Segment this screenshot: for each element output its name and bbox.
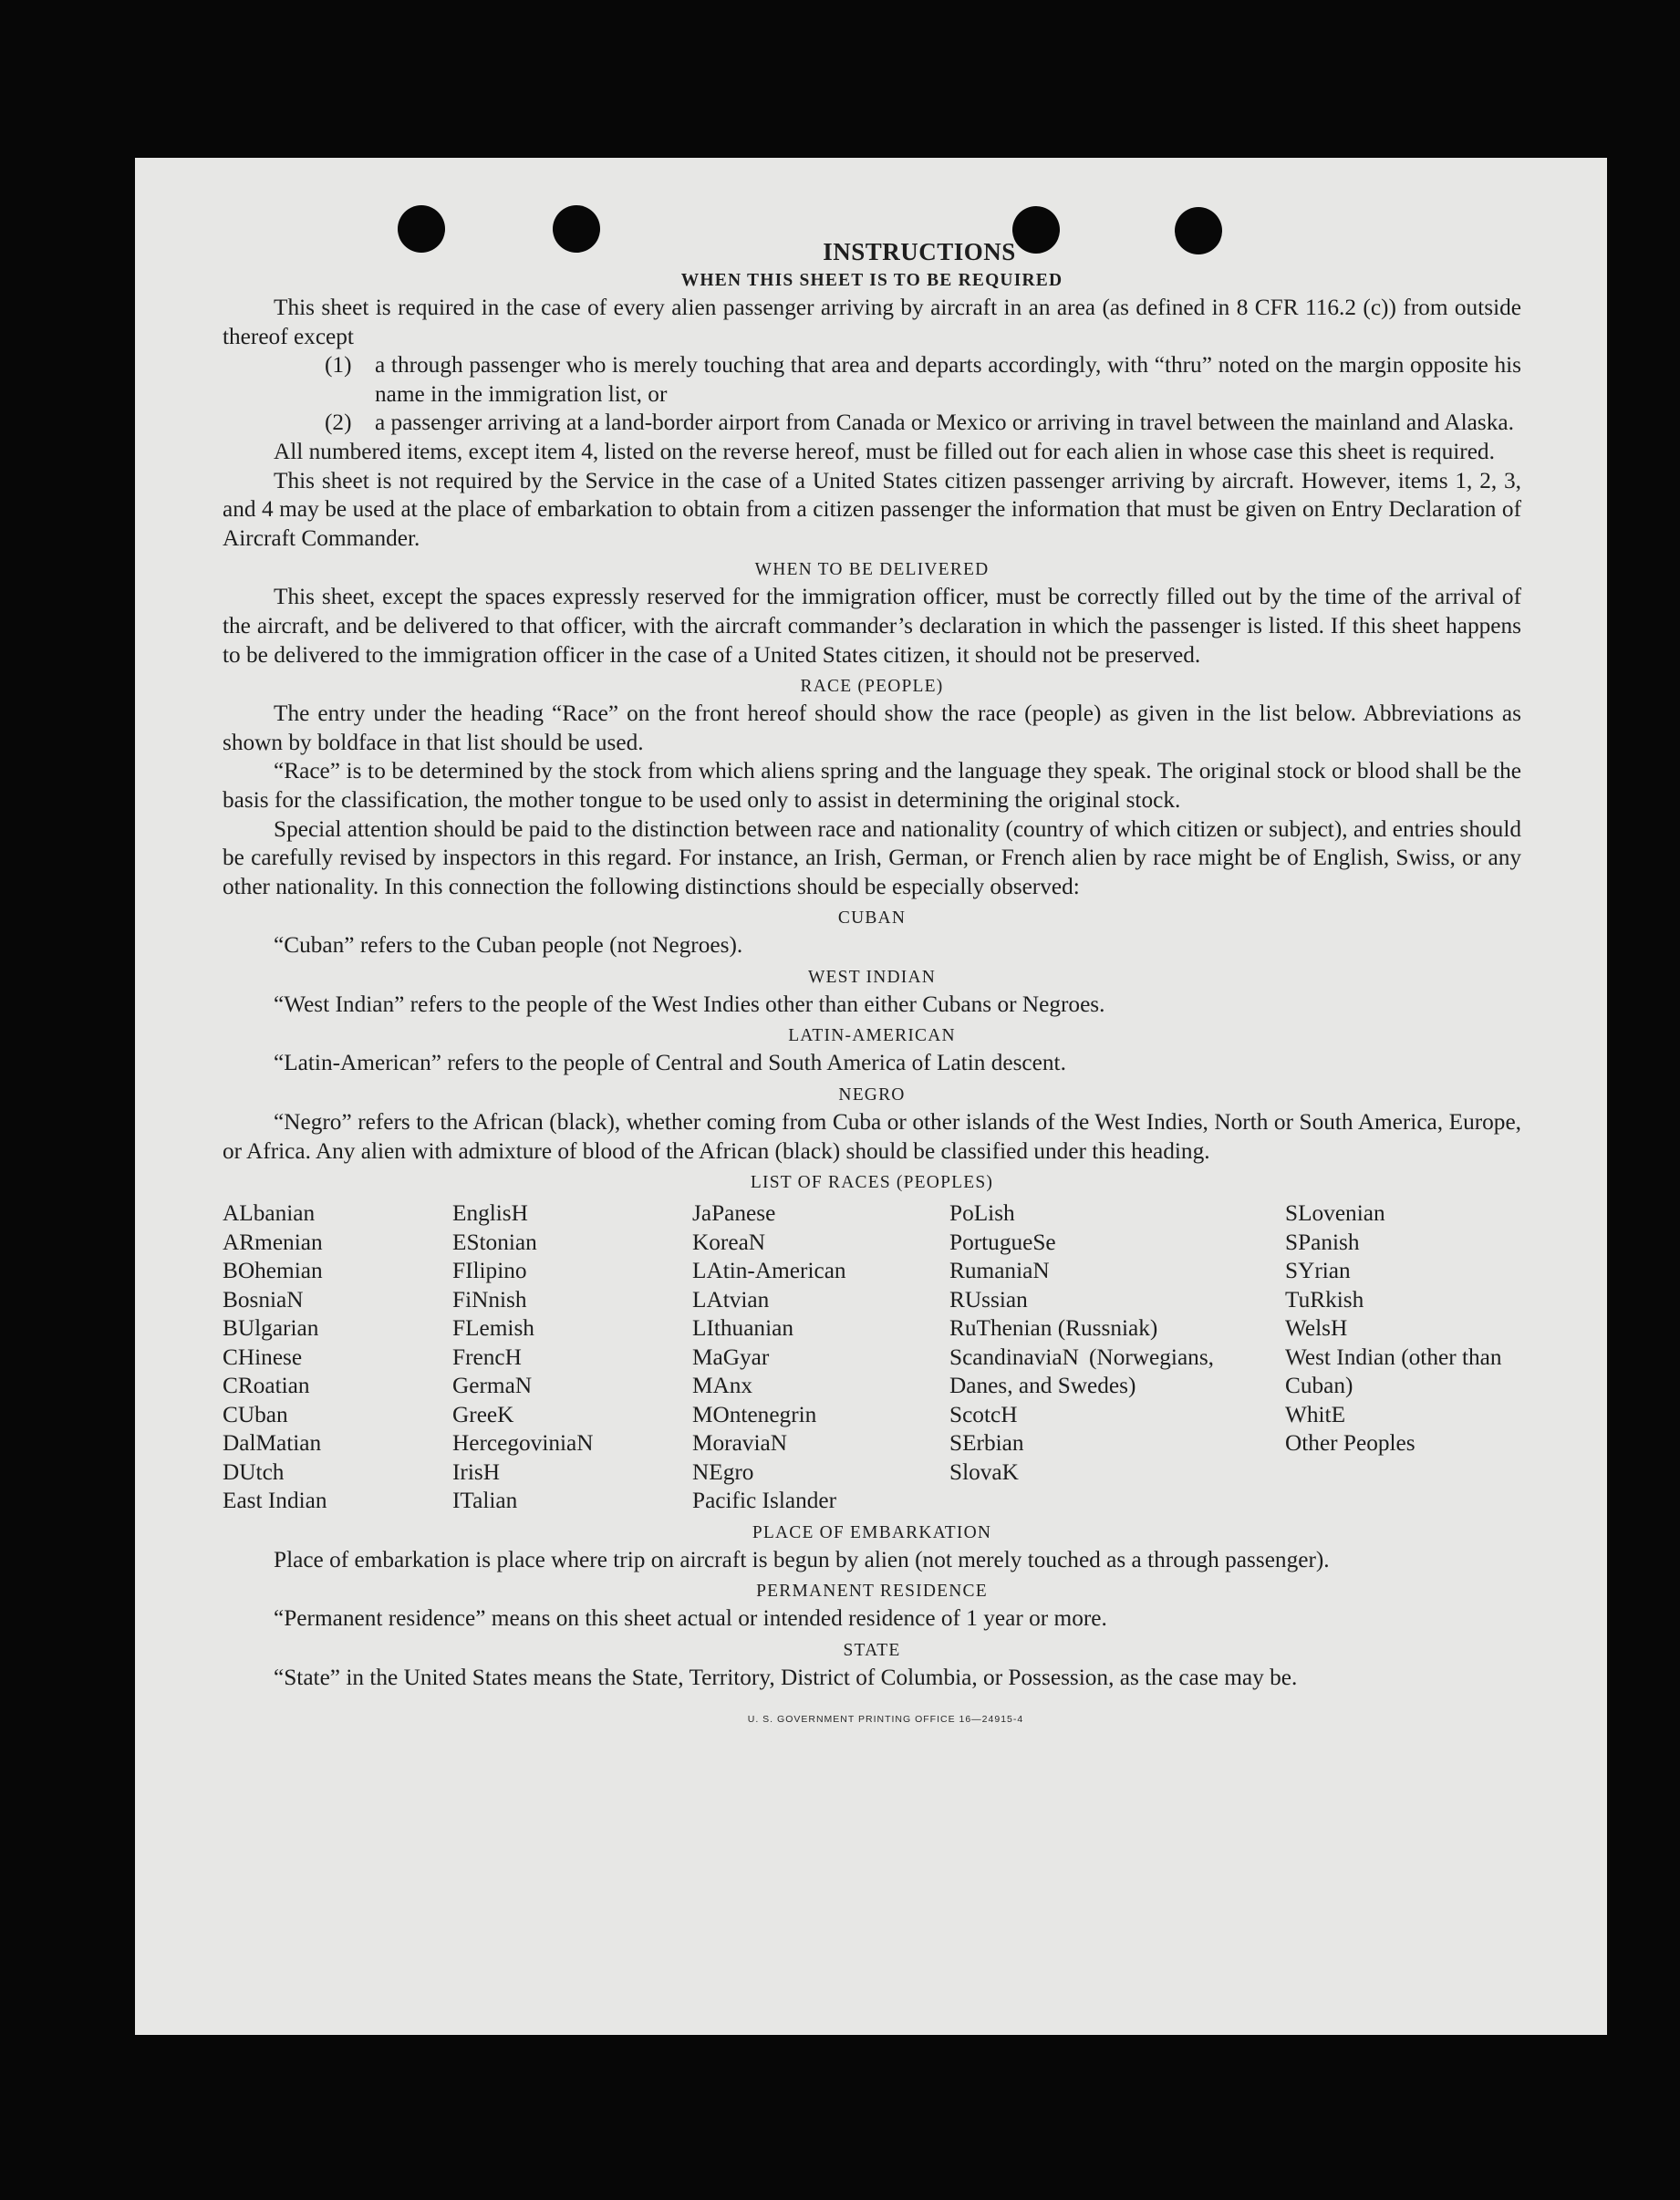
paragraph: The entry under the heading “Race” on the front hereof should show the race (people) as given in the list below. Abbreviations as shown by boldface in that list should be used.: [223, 700, 1521, 755]
race-entry: ARmenian: [223, 1229, 323, 1255]
race-entry: RuThenian (Russniak): [949, 1315, 1158, 1342]
race-column: [949, 1199, 1285, 1516]
race-entry: FrencH: [452, 1344, 522, 1370]
item-text: a passenger arriving at a land-border airport from Canada or Mexico or arriving in travel between the mainland and Alaska.: [375, 410, 1514, 436]
race-entry: SErbian: [949, 1430, 1024, 1457]
section-heading: WHEN TO BE DELIVERED: [754, 560, 990, 580]
race-entry: KoreaN: [692, 1229, 766, 1255]
race-entry: DalMatian: [223, 1430, 322, 1457]
list-item: [325, 409, 1521, 438]
race-entry: East Indian: [223, 1488, 327, 1514]
paragraph: Special attention should be paid to the distinction between race and nationality (country of which citizen or subject), and entries should be carefully revised by inspectors in this regard. For instance, an Irish, German, or French alien by race might be of English, Swiss, or any other nationality. In this connection the following distinctions should be especially observed:: [223, 815, 1521, 899]
paragraph: “Permanent residence” means on this sheet actual or intended residence of 1 year or more.: [274, 1605, 1107, 1632]
race-column: [223, 1199, 452, 1516]
paragraph: Place of embarkation is place where trip on aircraft is begun by alien (not merely touched as a through passenger).: [274, 1546, 1330, 1572]
race-entry: TuRkish: [1285, 1286, 1364, 1313]
race-entry: GreeK: [452, 1401, 514, 1427]
printer-imprint: U. S. GOVERNMENT PRINTING OFFICE 16—24915-4: [747, 1713, 1024, 1725]
paragraph: This sheet is not required by the Service in the case of a United States citizen passenger arriving by aircraft. However, items 1, 2, 3, and 4 may be used at the place of embarkation to obtain from a citizen passenger the information that must be given on Entry Declaration of Aircraft Commander.: [223, 467, 1521, 551]
race-entry: CUban: [223, 1401, 288, 1427]
section-heading: LIST OF RACES (PEOPLES): [750, 1173, 994, 1193]
race-entry: PoLish: [949, 1200, 1015, 1227]
race-entry: MAnx: [692, 1373, 753, 1399]
item-text: a through passenger who is merely touching that area and departs accordingly, with “thru” noted on the margin opposite his name in the immigration list, or: [375, 352, 1521, 407]
race-entry: MOntenegrin: [692, 1401, 817, 1427]
race-entry: FLemish: [452, 1315, 534, 1342]
list-item: [325, 351, 1521, 409]
race-column: [1285, 1199, 1521, 1516]
race-entry: CHinese: [223, 1344, 303, 1370]
race-entry: IrisH: [452, 1458, 500, 1485]
page-title: INSTRUCTIONS: [823, 238, 1016, 265]
race-entry: EnglisH: [452, 1200, 528, 1227]
race-entry: FiNnish: [452, 1286, 527, 1313]
race-entry: MaGyar: [692, 1344, 770, 1370]
race-entry: ScotcH: [949, 1401, 1018, 1427]
document-sheet: [135, 158, 1607, 2035]
section-heading: WHEN THIS SHEET IS TO BE REQUIRED: [680, 271, 1063, 290]
race-entry: ITalian: [452, 1488, 518, 1514]
section-heading: PLACE OF EMBARKATION: [752, 1522, 992, 1542]
race-entry: SlovaK: [949, 1458, 1019, 1485]
section-heading: PERMANENT RESIDENCE: [756, 1582, 988, 1602]
section-heading: LATIN-AMERICAN: [788, 1026, 956, 1046]
race-entry: SYrian: [1285, 1258, 1351, 1284]
race-column: [692, 1199, 949, 1516]
paragraph: “Race” is to be determined by the stock from which aliens spring and the language they speak. The original stock or blood shall be the basis for the classification, the mother tongue to be used only to assist in determining the original stock.: [223, 758, 1521, 813]
race-entry: LAtvian: [692, 1286, 770, 1313]
race-entry: LAtin-American: [692, 1258, 846, 1284]
race-entry: SLovenian: [1285, 1200, 1385, 1227]
race-entry: Pacific Islander: [692, 1488, 837, 1514]
race-entry: HercegoviniaN: [452, 1430, 594, 1457]
section-heading: WEST INDIAN: [807, 967, 937, 987]
section-heading: NEGRO: [838, 1085, 906, 1105]
race-entry: Other Peoples: [1285, 1430, 1416, 1457]
race-entry: BosniaN: [223, 1286, 304, 1313]
paragraph: This sheet is required in the case of every alien passenger arriving by aircraft in an area (as defined in 8 CFR 116.2 (c)) from outside thereof except: [223, 295, 1521, 349]
race-entry: ALbanian: [223, 1200, 316, 1227]
paragraph: “Negro” refers to the African (black), whether coming from Cuba or other islands of the West Indies, North or South America, Europe, or Africa. Any alien with admixture of blood of the African (black) should be classified under this heading.: [223, 1109, 1521, 1164]
paragraph: “Cuban” refers to the Cuban people (not Negroes).: [274, 932, 743, 959]
race-entry: LIthuanian: [692, 1315, 793, 1342]
race-entry: WhitE: [1285, 1401, 1346, 1427]
race-entry: West Indian (other than Cuban): [1285, 1344, 1502, 1399]
race-entry: CRoatian: [223, 1373, 310, 1399]
section-heading: STATE: [843, 1640, 901, 1660]
paragraph: This sheet, except the spaces expressly reserved for the immigration officer, must be correctly filled out by the time of the arrival of the aircraft, and be delivered to that officer, with the aircraft commander’s declaration in which the passenger is listed. If this sheet happens to be delivered to the immigration officer in the case of a United States citizen, it should not be preserved.: [223, 584, 1521, 668]
race-entry: NEgro: [692, 1458, 754, 1485]
paragraph: “West Indian” refers to the people of the West Indies other than either Cubans or Negroes.: [274, 991, 1105, 1017]
race-entry: WelsH: [1285, 1315, 1348, 1342]
race-entry: DUtch: [223, 1458, 285, 1485]
race-entry: MoraviaN: [692, 1430, 787, 1457]
paragraph: All numbered items, except item 4, listed on the reverse hereof, must be filled out for each alien in whose case this sheet is required.: [274, 438, 1495, 464]
paragraph: “Latin-American” refers to the people of Central and South America of Latin descent.: [274, 1050, 1066, 1076]
section-heading: CUBAN: [837, 908, 907, 929]
race-entry: GermaN: [452, 1373, 533, 1399]
race-list: [223, 1199, 1521, 1516]
race-column: [452, 1199, 692, 1516]
race-entry: SPanish: [1285, 1229, 1360, 1255]
document-body: [223, 236, 1521, 1734]
race-entry: PortugueSe: [949, 1229, 1056, 1255]
race-entry: JaPanese: [692, 1200, 776, 1227]
section-heading: RACE (PEOPLE): [800, 677, 944, 697]
race-entry: ScandinaviaN (Norwegians, Danes, and Swedes): [949, 1344, 1214, 1399]
item-number: (1): [325, 352, 352, 379]
item-number: (2): [325, 410, 352, 436]
race-entry: BUlgarian: [223, 1315, 319, 1342]
race-entry: EStonian: [452, 1229, 537, 1255]
race-entry: BOhemian: [223, 1258, 323, 1284]
paragraph: “State” in the United States means the State, Territory, District of Columbia, or Possession, as the case may be.: [274, 1664, 1298, 1690]
race-entry: FIlipino: [452, 1258, 527, 1284]
race-entry: RumaniaN: [949, 1258, 1050, 1284]
race-entry: RUssian: [949, 1286, 1028, 1313]
